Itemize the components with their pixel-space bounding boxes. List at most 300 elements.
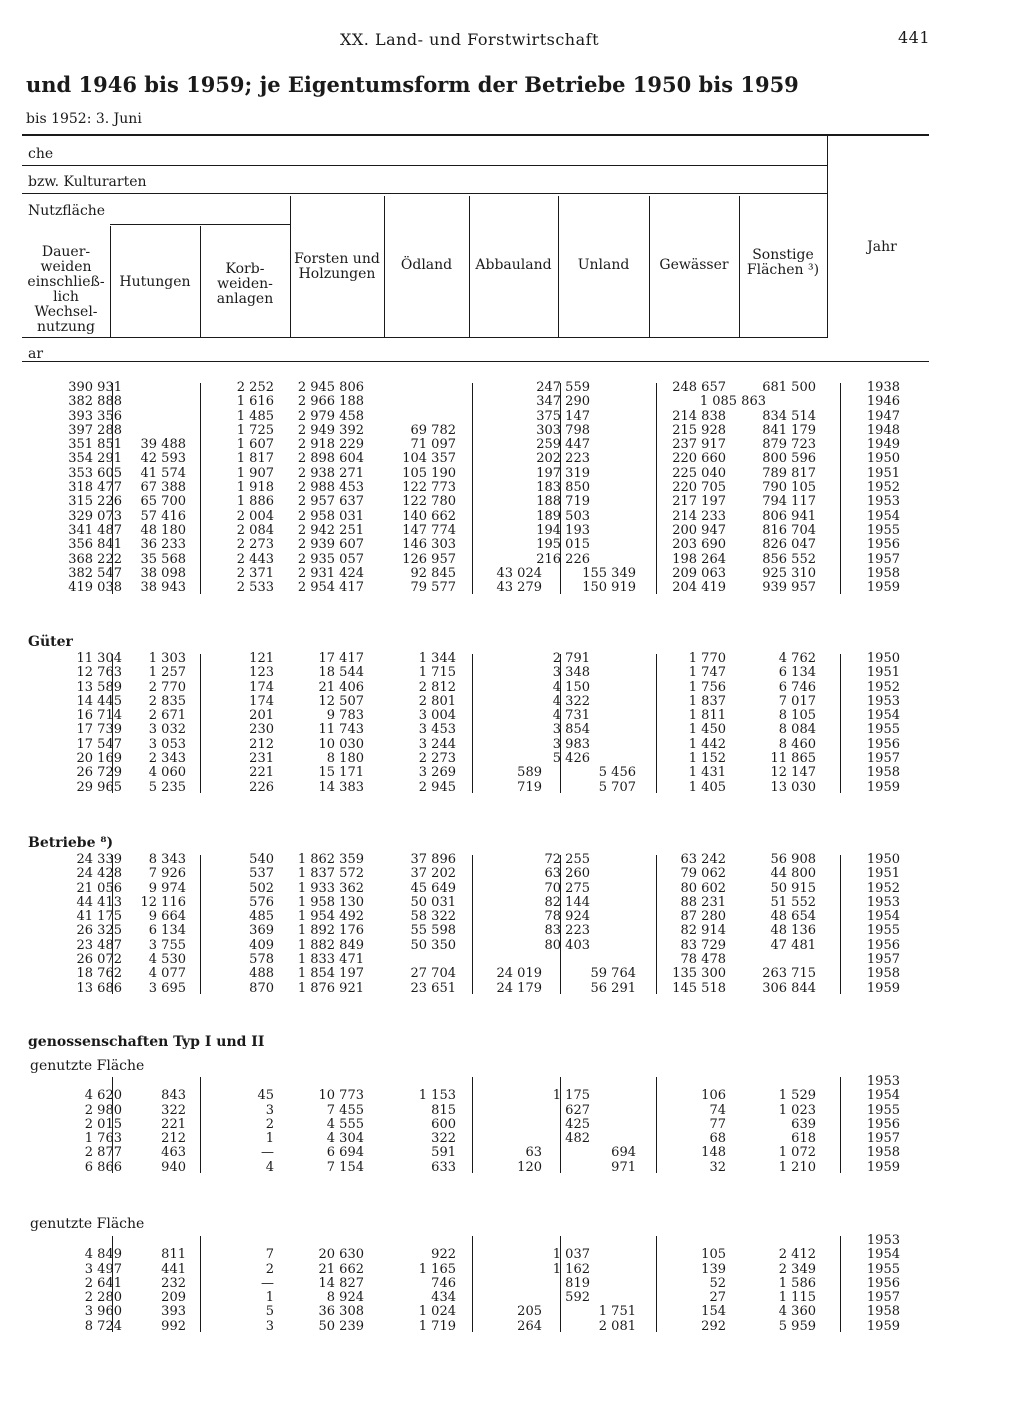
table-cell <box>650 438 766 452</box>
table-cell <box>650 410 766 424</box>
table-cell: 2 <box>265 1116 274 1132</box>
column-jahr <box>832 381 900 595</box>
table-cell <box>560 1104 636 1118</box>
table-cell: 8 084 <box>778 722 816 738</box>
table-cell: 341 487 <box>68 522 122 538</box>
table-cell: 719 <box>517 779 542 795</box>
table-cell: 488 <box>249 966 274 982</box>
table-cell: 38 943 <box>140 580 186 596</box>
table-cell <box>560 896 636 910</box>
table-cell: 18 544 <box>318 665 364 681</box>
column-gewasser <box>650 1075 726 1175</box>
column-sonstige <box>740 1075 816 1175</box>
table-cell: 815 <box>431 1102 456 1118</box>
table-cell: 146 303 <box>402 537 456 553</box>
table-cell <box>560 1277 636 1291</box>
table-cell <box>560 395 636 409</box>
table-cell: 70 275 <box>544 880 590 896</box>
table-cell: 1952 <box>866 679 900 695</box>
table-cell: 1958 <box>866 1145 900 1161</box>
table-cell <box>470 924 542 938</box>
table-cell <box>560 882 636 896</box>
table-cell <box>286 1234 364 1248</box>
column-sonstige <box>740 853 816 996</box>
table-cell: 200 947 <box>672 522 726 538</box>
table-cell: 1 833 471 <box>297 952 364 968</box>
table-cell: 20 169 <box>76 751 122 767</box>
table-cell: 50 031 <box>410 894 456 910</box>
table-cell: 1 756 <box>688 679 726 695</box>
column-gew_son_comb <box>650 381 766 595</box>
col-header-forsten: Forsten und Holzungen <box>294 251 380 282</box>
table-cell: 1 751 <box>598 1304 636 1320</box>
table-cell: 1953 <box>866 693 900 709</box>
table-cell: 1953 <box>866 1074 900 1089</box>
table-cell: 2 935 057 <box>297 551 364 567</box>
table-cell: 78 478 <box>680 952 726 968</box>
section-title: genossenschaften Typ I und II <box>28 1034 265 1050</box>
table-cell <box>286 1075 364 1089</box>
table-cell <box>650 1075 726 1089</box>
table-cell <box>470 1291 542 1305</box>
table-cell: 220 660 <box>672 451 726 467</box>
table-cell: 8 180 <box>326 751 364 767</box>
table-cell: 45 <box>257 1088 274 1104</box>
table-cell: 1 257 <box>148 665 186 681</box>
table-cell: 5 <box>265 1304 274 1320</box>
column-forsten <box>286 652 364 795</box>
table-cell: 87 280 <box>680 909 726 925</box>
table-cell: 150 919 <box>582 580 636 596</box>
table-cell: 203 690 <box>672 537 726 553</box>
table-cell: 3 854 <box>552 722 590 738</box>
table-cell: 3 269 <box>418 765 456 781</box>
table-cell: 1 770 <box>688 651 726 666</box>
table-cell: 578 <box>249 952 274 968</box>
table-cell: 41 574 <box>140 465 186 481</box>
table-cell <box>470 1132 542 1146</box>
table-cell: 2 835 <box>148 693 186 709</box>
table-cell: 231 <box>249 751 274 767</box>
table-cell: 789 817 <box>762 465 816 481</box>
table-cell: 82 914 <box>680 923 726 939</box>
table-cell: 1959 <box>866 1159 900 1175</box>
table-cell: 1952 <box>866 880 900 896</box>
table-cell: 800 596 <box>762 451 816 467</box>
table-cell: 14 445 <box>76 693 122 709</box>
column-jahr <box>832 1234 900 1334</box>
column-unland <box>560 1075 636 1175</box>
table-cell: 5 456 <box>598 765 636 781</box>
section-subtitle: genutzte Fläche <box>30 1216 145 1232</box>
table-cell <box>470 1248 542 1262</box>
table-cell: 1953 <box>866 1233 900 1248</box>
table-cell: 230 <box>249 722 274 738</box>
table-cell: 21 406 <box>318 679 364 695</box>
table-cell: 7 017 <box>778 693 816 709</box>
table-cell: 2 898 604 <box>297 451 364 467</box>
table-cell <box>470 738 542 752</box>
table-cell: 44 413 <box>76 894 122 910</box>
table-cell: 1 586 <box>778 1275 816 1291</box>
table-cell: 82 144 <box>544 894 590 910</box>
table-cell: 147 774 <box>402 522 456 538</box>
table-cell: 29 965 <box>76 779 122 795</box>
table-cell <box>470 1089 542 1103</box>
table-cell: 195 015 <box>536 537 590 553</box>
table-cell: 502 <box>249 880 274 896</box>
table-cell: 1952 <box>866 480 900 496</box>
table-cell <box>560 752 636 766</box>
table-cell: 197 319 <box>536 465 590 481</box>
table-cell <box>560 723 636 737</box>
table-cell <box>560 553 636 567</box>
table-cell: 104 357 <box>402 451 456 467</box>
table-cell: 1955 <box>866 923 900 939</box>
table-cell: 1 085 863 <box>699 394 766 410</box>
table-cell: 2 938 271 <box>297 465 364 481</box>
table-cell: 3 983 <box>552 736 590 752</box>
table-cell: 1 918 <box>236 480 274 496</box>
table-cell: 212 <box>161 1131 186 1147</box>
table-cell: 1 862 359 <box>297 852 364 867</box>
table-cell: 123 <box>249 665 274 681</box>
col-header-gewasser: Gewässer <box>659 257 729 273</box>
table-cell: 2 945 <box>418 779 456 795</box>
table-cell <box>650 381 766 395</box>
table-cell <box>560 510 636 524</box>
table-cell <box>560 652 636 666</box>
table-cell: 1 152 <box>688 751 726 767</box>
table-cell: 209 <box>161 1290 186 1306</box>
table-cell: 2 939 607 <box>297 537 364 553</box>
table-cell: 2 015 <box>84 1116 122 1132</box>
table-cell: 77 <box>709 1116 726 1132</box>
table-cell: 47 481 <box>770 937 816 953</box>
table-cell: 434 <box>431 1290 456 1306</box>
table-cell: 41 175 <box>76 909 122 925</box>
table-cell <box>560 1291 636 1305</box>
table-cell: 1958 <box>866 1304 900 1320</box>
table-cell: 1959 <box>866 580 900 596</box>
table-cell: 441 <box>161 1261 186 1277</box>
table-cell: 3 032 <box>148 722 186 738</box>
table-cell: 8 724 <box>84 1318 122 1334</box>
table-cell: 4 849 <box>84 1247 122 1263</box>
table-cell: 237 917 <box>672 437 726 453</box>
column-gewasser <box>650 853 726 996</box>
table-cell: 3 960 <box>84 1304 122 1320</box>
table-cell: 154 <box>701 1304 726 1320</box>
table-cell: 390 931 <box>68 380 122 395</box>
table-cell: 26 325 <box>76 923 122 939</box>
table-cell: 1 763 <box>84 1131 122 1147</box>
table-cell: 4 150 <box>552 679 590 695</box>
table-cell <box>384 1234 456 1248</box>
table-cell: 4 304 <box>326 1131 364 1147</box>
col-header-dauerweiden: Dauer- weiden einschließ- lich Wechsel- nutzung <box>27 244 105 335</box>
table-cell <box>470 495 542 509</box>
table-cell: 576 <box>249 894 274 910</box>
table-cell: 12 507 <box>318 693 364 709</box>
table-cell: 4 077 <box>148 966 186 982</box>
table-cell: 2 918 229 <box>297 437 364 453</box>
table-cell: 9 664 <box>148 909 186 925</box>
table-cell <box>384 381 456 395</box>
table-cell: 3 004 <box>418 708 456 724</box>
table-cell: 13 686 <box>76 980 122 996</box>
table-cell: 1950 <box>866 651 900 666</box>
table-cell: 1956 <box>866 1275 900 1291</box>
table-cell: 1957 <box>866 751 900 767</box>
table-cell: 992 <box>161 1318 186 1334</box>
col-header-korbweiden: Korb- weiden- anlagen <box>216 261 274 307</box>
column-odland <box>384 381 456 595</box>
table-cell: 14 827 <box>318 1275 364 1291</box>
col-header-unland: Unland <box>577 257 630 273</box>
table-cell: 694 <box>611 1145 636 1161</box>
table-cell: 183 850 <box>536 480 590 496</box>
table-cell: 15 171 <box>318 765 364 781</box>
table-cell <box>560 438 636 452</box>
table-cell: 393 356 <box>68 408 122 424</box>
column-hutungen <box>112 652 186 795</box>
column-hutungen <box>112 853 186 996</box>
column-forsten <box>286 381 364 595</box>
table-cell: 215 928 <box>672 422 726 438</box>
table-cell: 11 865 <box>770 751 816 767</box>
table-cell <box>560 853 636 867</box>
table-cell: 27 704 <box>410 966 456 982</box>
table-cell: 11 743 <box>318 722 364 738</box>
table-cell: 122 780 <box>402 494 456 510</box>
table-cell: 419 038 <box>68 580 122 596</box>
table-cell: 1959 <box>866 980 900 996</box>
table-cell: 1 837 572 <box>297 866 364 882</box>
table-cell: 21 662 <box>318 1261 364 1277</box>
table-cell: 382 547 <box>68 565 122 581</box>
table-cell <box>470 666 542 680</box>
section-subtitle: genutzte Fläche <box>30 1058 145 1074</box>
column-unland <box>560 652 636 795</box>
table-cell: 217 197 <box>672 494 726 510</box>
table-cell <box>560 681 636 695</box>
table-cell: 225 040 <box>672 465 726 481</box>
table-cell: 1958 <box>866 765 900 781</box>
table-cell: 1951 <box>866 465 900 481</box>
table-cell: 318 477 <box>68 480 122 496</box>
table-cell: 2 273 <box>418 751 456 767</box>
table-cell: 221 <box>161 1116 186 1132</box>
table-cell <box>112 1075 186 1089</box>
table-cell: 17 547 <box>76 736 122 752</box>
table-cell: 205 <box>517 1304 542 1320</box>
table-cell: 2 931 424 <box>297 565 364 581</box>
table-cell: 1 876 921 <box>297 980 364 996</box>
table-cell <box>560 738 636 752</box>
table-cell: 45 649 <box>410 880 456 896</box>
table-cell <box>560 495 636 509</box>
table-cell: 306 844 <box>762 980 816 996</box>
table-cell: 971 <box>611 1159 636 1175</box>
column-gewasser <box>650 652 726 795</box>
column-jahr <box>832 1075 900 1175</box>
table-cell: 1955 <box>866 1102 900 1118</box>
table-cell: 351 851 <box>68 437 122 453</box>
table-cell <box>470 467 542 481</box>
table-cell: 1946 <box>866 394 900 410</box>
column-korb <box>200 381 274 595</box>
table-cell: 2 770 <box>148 679 186 695</box>
table-cell <box>650 567 766 581</box>
table-cell: 1 303 <box>148 651 186 666</box>
table-cell <box>560 924 636 938</box>
table-cell: 8 924 <box>326 1290 364 1306</box>
column-unland <box>560 853 636 996</box>
table-cell: 1958 <box>866 565 900 581</box>
table-cell: 198 264 <box>672 551 726 567</box>
table-cell: 1 719 <box>418 1318 456 1334</box>
table-cell: 50 239 <box>318 1318 364 1334</box>
table-cell: 105 190 <box>402 465 456 481</box>
table-cell: 1 485 <box>236 408 274 424</box>
table-cell <box>470 424 542 438</box>
table-cell: 32 <box>709 1159 726 1175</box>
table-cell: 58 322 <box>410 909 456 925</box>
table-cell: 790 105 <box>762 480 816 496</box>
table-cell: 57 416 <box>140 508 186 524</box>
table-cell <box>470 695 542 709</box>
table-cell <box>470 1234 542 1248</box>
table-cell <box>560 467 636 481</box>
column-jahr <box>832 652 900 795</box>
column-abbauland <box>470 1234 542 1334</box>
table-cell: 1956 <box>866 1116 900 1132</box>
table-cell: 1956 <box>866 937 900 953</box>
table-cell <box>560 1234 636 1248</box>
column-abbauland <box>470 853 542 996</box>
table-cell: 2 273 <box>236 537 274 553</box>
table-cell: 1 175 <box>552 1088 590 1104</box>
table-cell: 1 344 <box>418 651 456 666</box>
table-cell: 2 349 <box>778 1261 816 1277</box>
table-cell <box>560 953 636 967</box>
column-hutungen <box>112 1234 186 1334</box>
table-cell: 1 892 176 <box>297 923 364 939</box>
column-korb <box>200 853 274 996</box>
table-cell: 1956 <box>866 736 900 752</box>
column-dauerweiden <box>22 1234 122 1334</box>
table-cell <box>384 953 456 967</box>
column-sonstige <box>740 652 816 795</box>
table-cell: 4 322 <box>552 693 590 709</box>
table-cell: 2 942 251 <box>297 522 364 538</box>
table-cell: 6 694 <box>326 1145 364 1161</box>
table-cell: 2 412 <box>778 1247 816 1263</box>
table-cell: 806 941 <box>762 508 816 524</box>
table-cell <box>650 524 766 538</box>
table-cell: 39 488 <box>140 437 186 453</box>
table-cell: 50 350 <box>410 937 456 953</box>
table-cell: 856 552 <box>762 551 816 567</box>
table-cell: 843 <box>161 1088 186 1104</box>
table-cell: 1 882 849 <box>297 937 364 953</box>
table-cell: 3 <box>265 1318 274 1334</box>
table-cell: 1 162 <box>552 1261 590 1277</box>
table-cell: 463 <box>161 1145 186 1161</box>
table-cell: 63 <box>525 1145 542 1161</box>
table-cell: 2 081 <box>598 1318 636 1334</box>
table-cell <box>650 1234 726 1248</box>
table-cell: 37 896 <box>410 852 456 867</box>
table-cell: 220 705 <box>672 480 726 496</box>
table-cell <box>740 1234 816 1248</box>
table-cell: 1 886 <box>236 494 274 510</box>
table-cell: 393 <box>161 1304 186 1320</box>
table-cell: 940 <box>161 1159 186 1175</box>
column-forsten <box>286 853 364 996</box>
table-cell: 1959 <box>866 779 900 795</box>
table-cell: 1953 <box>866 894 900 910</box>
table-cell <box>560 1118 636 1132</box>
column-unland <box>560 1234 636 1334</box>
table-cell: 126 957 <box>402 551 456 567</box>
table-cell: 2 877 <box>84 1145 122 1161</box>
table-cell <box>470 510 542 524</box>
table-cell: 811 <box>161 1247 186 1263</box>
table-cell <box>22 1234 122 1248</box>
table-cell: 18 762 <box>76 966 122 982</box>
table-cell: 1 607 <box>236 437 274 453</box>
table-cell <box>470 538 542 552</box>
table-cell: 3 695 <box>148 980 186 996</box>
table-cell: 1 115 <box>778 1290 816 1306</box>
table-cell: 746 <box>431 1275 456 1291</box>
table-cell: 105 <box>701 1247 726 1263</box>
table-cell: 214 838 <box>672 408 726 424</box>
table-cell: 24 339 <box>76 852 122 867</box>
table-cell: 322 <box>431 1131 456 1147</box>
table-cell: 23 487 <box>76 937 122 953</box>
table-cell <box>470 953 542 967</box>
table-cell: 135 300 <box>672 966 726 982</box>
table-cell: 23 651 <box>410 980 456 996</box>
table-cell: 121 <box>249 651 274 666</box>
table-cell: 1 450 <box>688 722 726 738</box>
table-cell: 106 <box>701 1088 726 1104</box>
table-cell: 78 924 <box>544 909 590 925</box>
table-cell: 322 <box>161 1102 186 1118</box>
table-cell <box>560 381 636 395</box>
table-cell: 139 <box>701 1261 726 1277</box>
table-cell: 9 974 <box>148 880 186 896</box>
column-abbauland <box>470 381 542 595</box>
table-cell: 591 <box>431 1145 456 1161</box>
table-cell: 816 704 <box>762 522 816 538</box>
table-cell: 189 503 <box>536 508 590 524</box>
table-cell: 50 915 <box>770 880 816 896</box>
table-cell: 2 980 <box>84 1102 122 1118</box>
table-cell: 1 210 <box>778 1159 816 1175</box>
table-cell: 826 047 <box>762 537 816 553</box>
table-cell: 174 <box>249 693 274 709</box>
table-cell: 939 957 <box>762 580 816 596</box>
table-cell: 589 <box>517 765 542 781</box>
table-cell: 26 072 <box>76 952 122 968</box>
table-cell <box>112 395 186 409</box>
table-cell: 145 518 <box>672 980 726 996</box>
table-cell <box>22 1075 122 1089</box>
